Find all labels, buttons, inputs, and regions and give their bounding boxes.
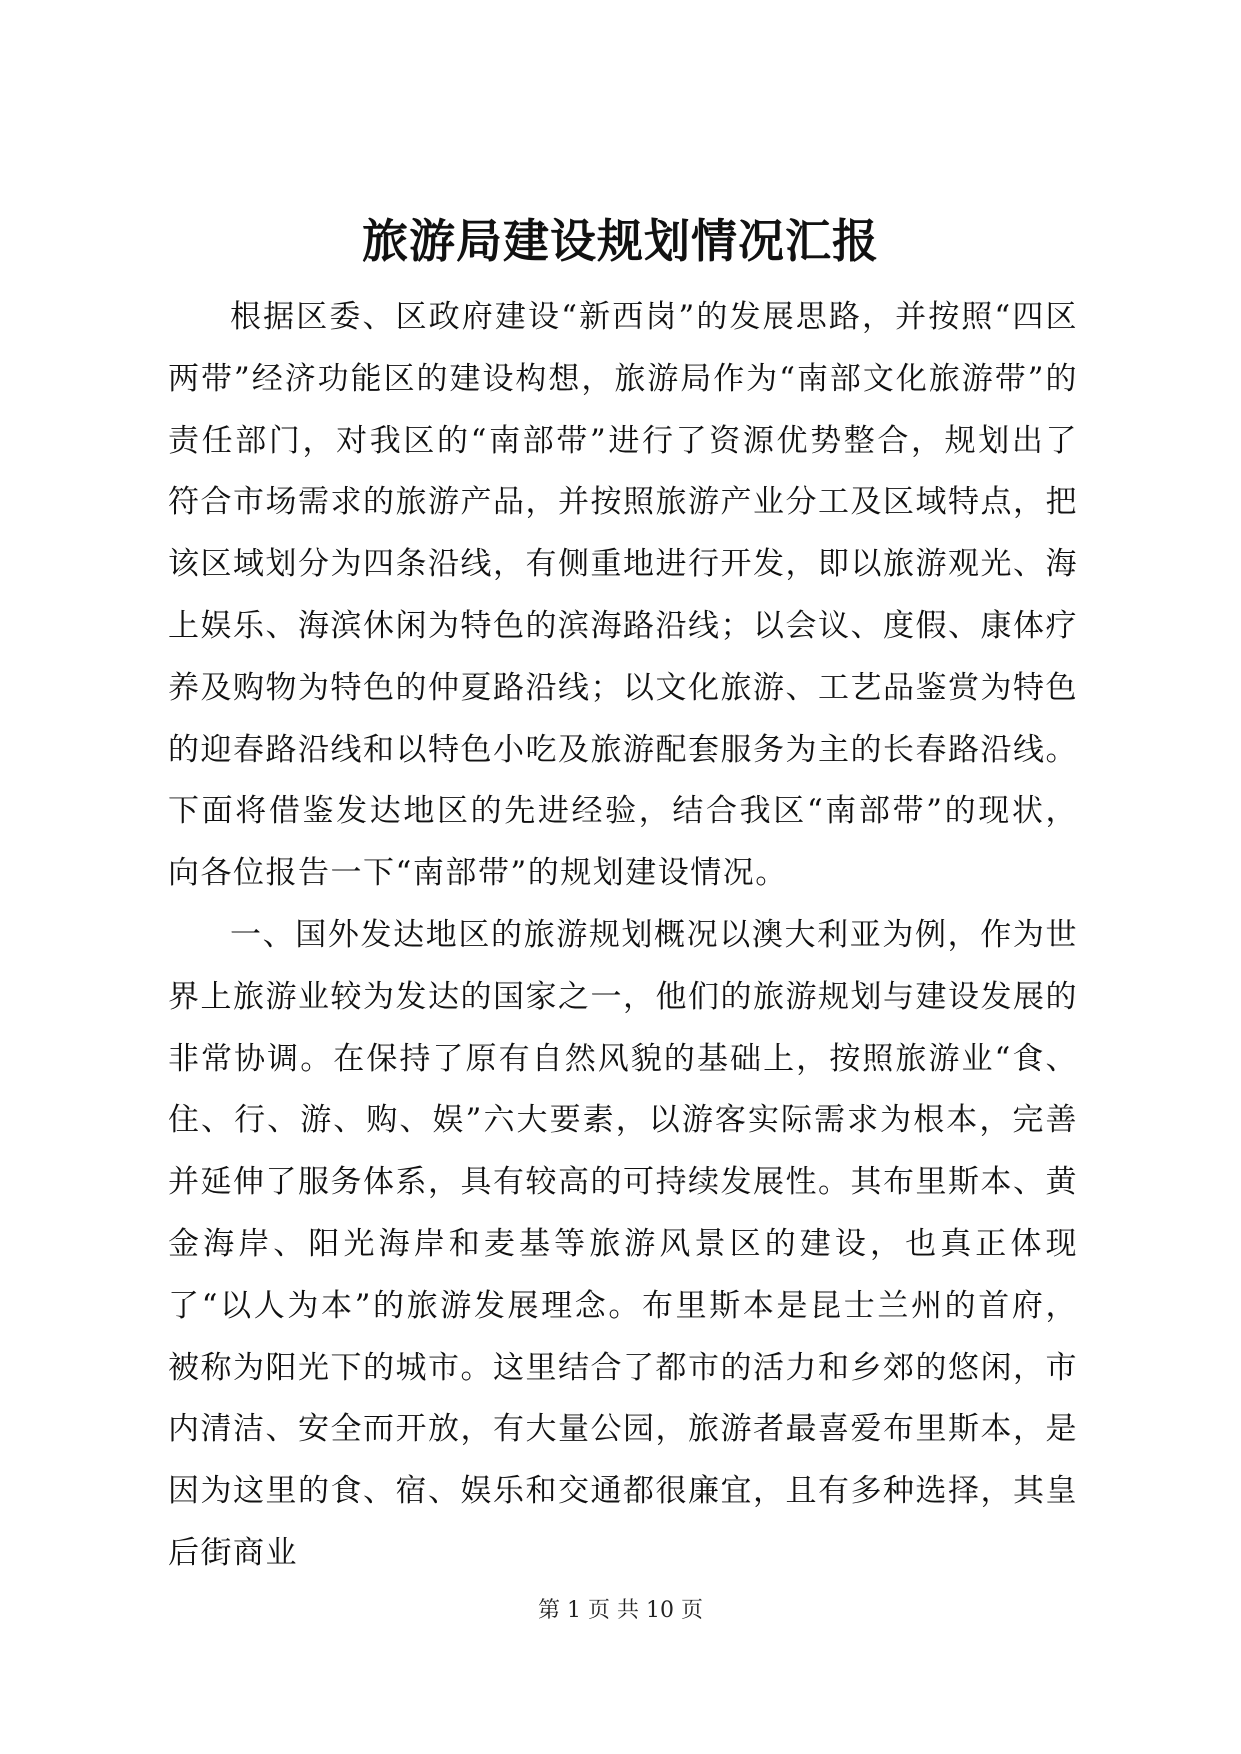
paragraph-intro: 根据区委、区政府建设“新西岗”的发展思路，并按照“四区两带”经济功能区的建设构想，旅游局作为“南部文化旅游带”的责任部门，对我区的“南部带”进行了资源优势整合，规划出了符合市场需求的旅游产品，并按照旅游产业分工及区域特点，把该区域划分为四条沿线，有侧重地进行开发，即以旅游观光、海上娱乐、海滨休闲为特色的滨海路沿线；以会议、度假、康体疗养及购物为特色的仲夏路沿线；以文化旅游、工艺品鉴赏为特色的迎春路沿线和以特色小吃及旅游配套服务为主的长春路沿线。下面将借鉴发达地区的先进经验，结合我区“南部带”的现状，向各位报告一下“南部带”的规划建设情况。: [168, 299, 1078, 892]
paragraph-section-1: 一、国外发达地区的旅游规划概况以澳大利亚为例，作为世界上旅游业较为发达的国家之一，他们的旅游规划与建设发展的非常协调。在保持了原有自然风貌的基础上，按照旅游业“食、住、行、游、购、娱”六大要素，以游客实际需求为根本，完善并延伸了服务体系，具有较高的可持续发展性。其布里斯本、黄金海岸、阳光海岸和麦基等旅游风景区的建设，也真正体现了“以人为本”的旅游发展理念。布里斯本是昆士兰州的首府，被称为阳光下的城市。这里结合了都市的活力和乡郊的悠闲，市内清洁、安全而开放，有大量公园，旅游者最喜爱布里斯本，是因为这里的食、宿、娱乐和交通都很廉宜，且有多种选择，其皇后街商业: [168, 916, 1078, 1571]
document-title: 旅游局建设规划情况汇报: [362, 214, 879, 268]
document-body: [168, 287, 1078, 1585]
page-footer: 第 1 页 共 10 页: [538, 1598, 703, 1623]
